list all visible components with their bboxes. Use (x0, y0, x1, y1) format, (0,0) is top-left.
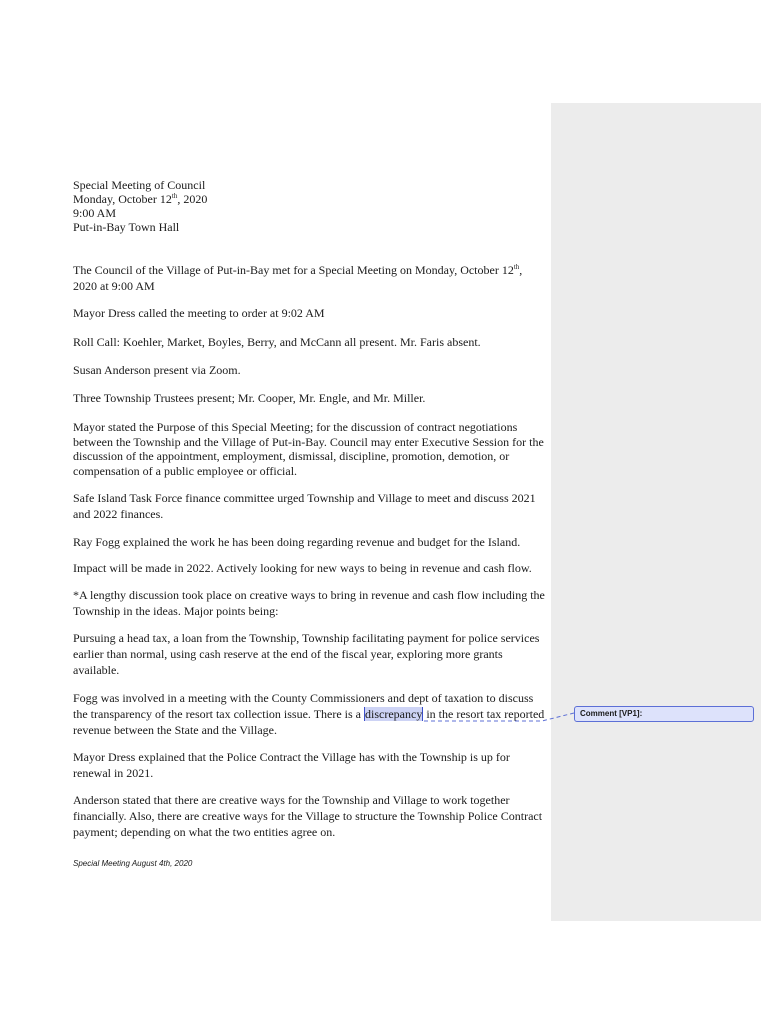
meeting-header (73, 178, 207, 234)
comment-box[interactable] (574, 706, 754, 722)
impact-paragraph: Impact will be made in 2022. Actively looking for new ways to being in revenue and cash flow. (73, 561, 532, 575)
police-contract-paragraph: Mayor Dress explained that the Police Contract the Village has with the Township is up for renewal in 2021. (73, 750, 510, 780)
fogg-meeting-text-end: in the resort tax reported revenue between the State and the Village. (73, 707, 545, 737)
fogg-work-paragraph: Ray Fogg explained the work he has been doing regarding revenue and budget for the Island. (73, 535, 521, 549)
header-title: Special Meeting of Council (73, 178, 206, 192)
header-date-text: Monday, October 12 (73, 192, 172, 206)
intro-text: The Council of the Village of Put-in-Bay met for a Special Meeting on Monday, October 12 (73, 263, 514, 277)
comment-label: Comment [VP1]: (580, 709, 643, 718)
lengthy-discussion-paragraph: *A lengthy discussion took place on creative ways to bring in revenue and cash flow including the Township in the ideas. Major points being: (73, 588, 545, 618)
fogg-meeting-text: Fogg was involved in a meeting with the County Commissioners and dept of taxation to discuss the transparency of the resort tax collection issue. There is a (73, 691, 534, 721)
call-to-order-paragraph: Mayor Dress called the meeting to order at 9:02 AM (73, 306, 325, 320)
intro-text-end: , 2020 at 9:00 AM (73, 263, 523, 293)
fogg-meeting-paragraph (73, 690, 547, 738)
anderson-zoom-paragraph: Susan Anderson present via Zoom. (73, 363, 241, 377)
trustees-paragraph: Three Township Trustees present; Mr. Cooper, Mr. Engle, and Mr. Miller. (73, 391, 426, 405)
header-date-year: , 2020 (177, 192, 208, 206)
roll-call-paragraph: Roll Call: Koehler, Market, Boyles, Berry, and McCann all present. Mr. Faris absent. (73, 335, 481, 349)
header-location: Put-in-Bay Town Hall (73, 220, 180, 234)
intro-paragraph (73, 262, 547, 294)
header-date-sup: th (171, 192, 178, 200)
purpose-paragraph: Mayor stated the Purpose of this Special Meeting; for the discussion of contract negotiations between the Township and the Village of Put-in-Bay. Council may enter Executive Session for the discussion of the appointment, employment, dismissal, discipline, promotion, demotion, or compensation of a public employee or official. (73, 420, 544, 478)
header-time: 9:00 AM (73, 206, 117, 220)
header-date (73, 192, 207, 206)
pursuing-paragraph: Pursuing a head tax, a loan from the Township, Township facilitating payment for police services earlier than normal, using cash reserve at the end of the fiscal year, exploring more grants available. (73, 631, 540, 677)
comment-pane (551, 103, 761, 921)
comment-anchor-highlight[interactable]: discrepancy (365, 707, 423, 721)
anderson-creative-paragraph: Anderson stated that there are creative ways for the Township and Village to work together financially. Also, there are creative ways for the Village to structure the Township Police Contract payment; depending on what the two entities agree on. (73, 793, 543, 839)
task-force-paragraph: Safe Island Task Force finance committee urged Township and Village to meet and discuss 2021 and 2022 finances. (73, 491, 536, 521)
intro-sup: th (513, 263, 520, 271)
page-footer: Special Meeting August 4th, 2020 (73, 859, 193, 868)
